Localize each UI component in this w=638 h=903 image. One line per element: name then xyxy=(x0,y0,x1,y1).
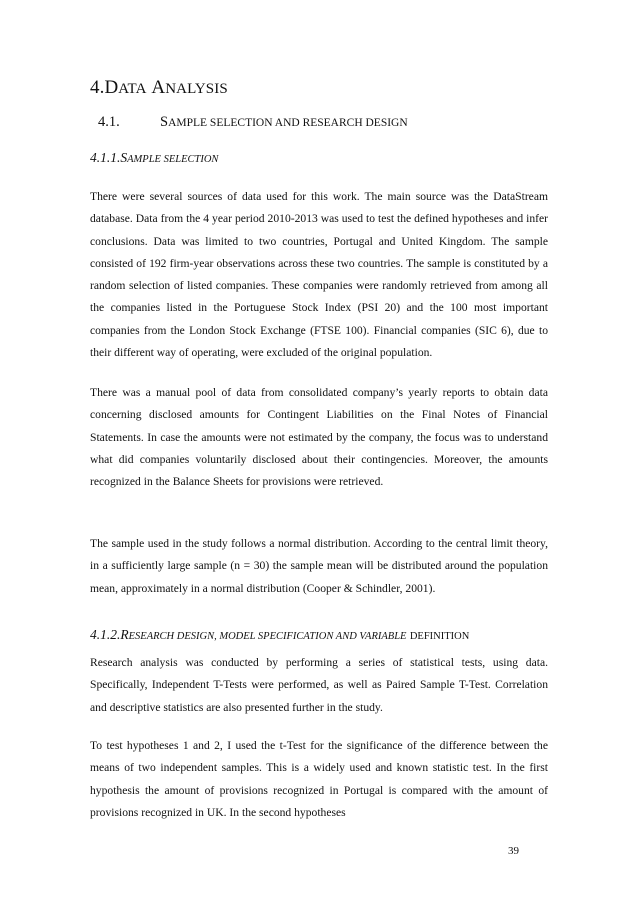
heading-smallcaps-upright: DEFINITION xyxy=(409,631,470,642)
heading-smallcaps: NALYSIS xyxy=(165,81,228,97)
heading-cap: S xyxy=(120,150,128,165)
heading-number: 4.1. xyxy=(98,114,120,130)
heading-cap: D xyxy=(104,77,119,98)
heading-cap: S xyxy=(160,114,169,130)
paragraph-4: Research analysis was conducted by performing a series of statistical tests, using data. Specifically, Independent T-Tests were performed, as well as Paired Sample T-Test. Correlation and descriptive statistics are also presented further in the study. xyxy=(90,656,548,714)
heading-data-analysis xyxy=(90,77,228,99)
heading-number: 4.1.1. xyxy=(90,150,121,165)
heading-smallcaps: AMPLE SELECTION xyxy=(127,154,219,165)
heading-sample-selection xyxy=(90,150,218,166)
heading-cap: R xyxy=(120,627,129,642)
heading-cap: A xyxy=(151,77,166,98)
heading-research-design xyxy=(90,627,469,643)
heading-number: 4. xyxy=(90,77,105,98)
heading-number: 4.1.2. xyxy=(90,627,121,642)
page-number: 39 xyxy=(508,845,519,857)
paragraph-5: To test hypotheses 1 and 2, I used the t-Test for the significance of the difference between the means of two independent samples. This is a widely used and known statistic test. In the first hypothesis the amount of provisions recognized in Portugal is compared with the amount of provisions recognized in UK. In the second hypotheses xyxy=(90,739,548,819)
paragraph-3: The sample used in the study follows a normal distribution. According to the central limit theory, in a sufficiently large sample (n = 30) the sample mean will be distributed around the population mean, approximately in a normal distribution (Cooper & Schindler, 2001). xyxy=(90,537,548,595)
heading-smallcaps: ESEARCH DESIGN, MODEL SPECIFICATION AND VARIABLE xyxy=(128,631,407,642)
paragraph-2: There was a manual pool of data from consolidated company’s yearly reports to obtain data concerning disclosed amounts for Contingent Liabilities on the Final Notes of Financial Statements. In case the amounts were not estimated by the company, the focus was to understand what did companies voluntarily disclosed about their contingencies. Moreover, the amounts recognized in the Balance Sheets for provisions were retrieved. xyxy=(90,386,548,489)
paragraph-1: There were several sources of data used for this work. The main source was the DataStream database. Data from the 4 year period 2010-2013 was used to test the defined hypotheses and infer conclusions. Data was limited to two countries, Portugal and United Kingdom. The sample consisted of 192 firm-year observations across these two countries. The sample is constituted by a random selection of listed companies. These companies were randomly retrieved from among all the companies listed in the Portuguese Stock Index (PSI 20) and the 100 most important companies from the London Stock Exchange (FTSE 100). Financial companies (SIC 6), due to their different way of operating, were excluded of the original population. xyxy=(90,190,548,360)
heading-smallcaps: ATA xyxy=(118,81,147,97)
heading-sample-selection-research-design xyxy=(98,114,408,131)
heading-smallcaps: AMPLE SELECTION AND RESEARCH DESIGN xyxy=(168,117,408,129)
